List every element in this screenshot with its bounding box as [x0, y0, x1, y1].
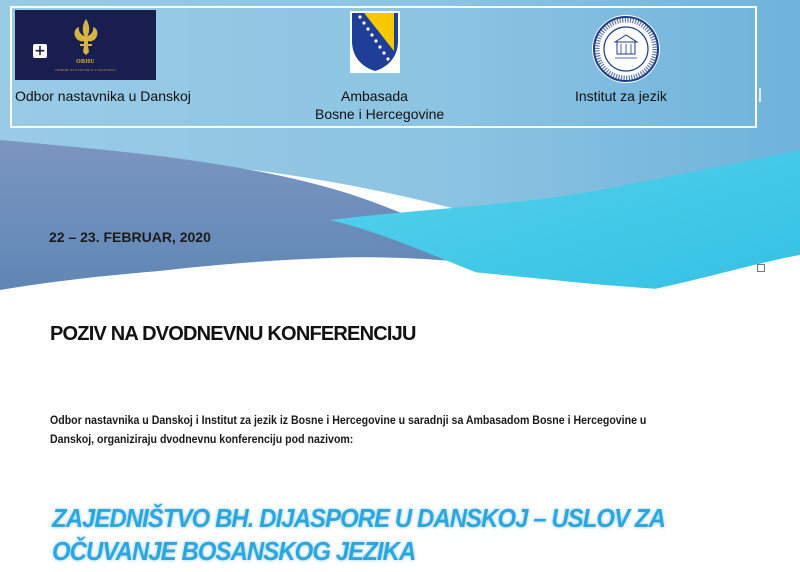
- page-heading: POZIV NA DVODNEVNU KONFERENCIJU: [50, 323, 416, 345]
- header-tick: [759, 88, 761, 102]
- conference-date: 22 – 23. FEBRUAR, 2020: [49, 229, 211, 245]
- slide-bullet: [757, 264, 765, 272]
- logo-subtext: ODBOR NASTAVNIKA U DANSKOJ: [55, 68, 116, 72]
- conference-title: ZAJEDNIŠTVO BH. DIJASPORE U DANSKOJ – USLOV ZA OČUVANJE BOSANSKOG JEZIKA: [52, 503, 665, 566]
- fleur-de-lis-icon: [71, 18, 101, 56]
- label-odbor: Odbor nastavnika u Danskoj: [15, 88, 191, 104]
- odbor-logo: [15, 10, 156, 80]
- logo-text: OBHU: [76, 59, 95, 65]
- label-ambasada: Ambasada: [341, 88, 408, 104]
- institut-seal-icon: [591, 14, 661, 84]
- label-bih: Bosne i Hercegovine: [315, 106, 445, 122]
- plus-icon: +: [34, 43, 46, 59]
- intro-paragraph: Odbor nastavnika u Danskoj i Institut za jezik iz Bosne i Hercegovine u saradnji sa Ambasadom Bosne i Hercegovine u Danskoj, organiziraju dvodnevnu konferenciju pod nazivom:: [50, 415, 647, 446]
- label-institut: Institut za jezik: [575, 88, 667, 104]
- bih-flag-icon: [350, 11, 400, 73]
